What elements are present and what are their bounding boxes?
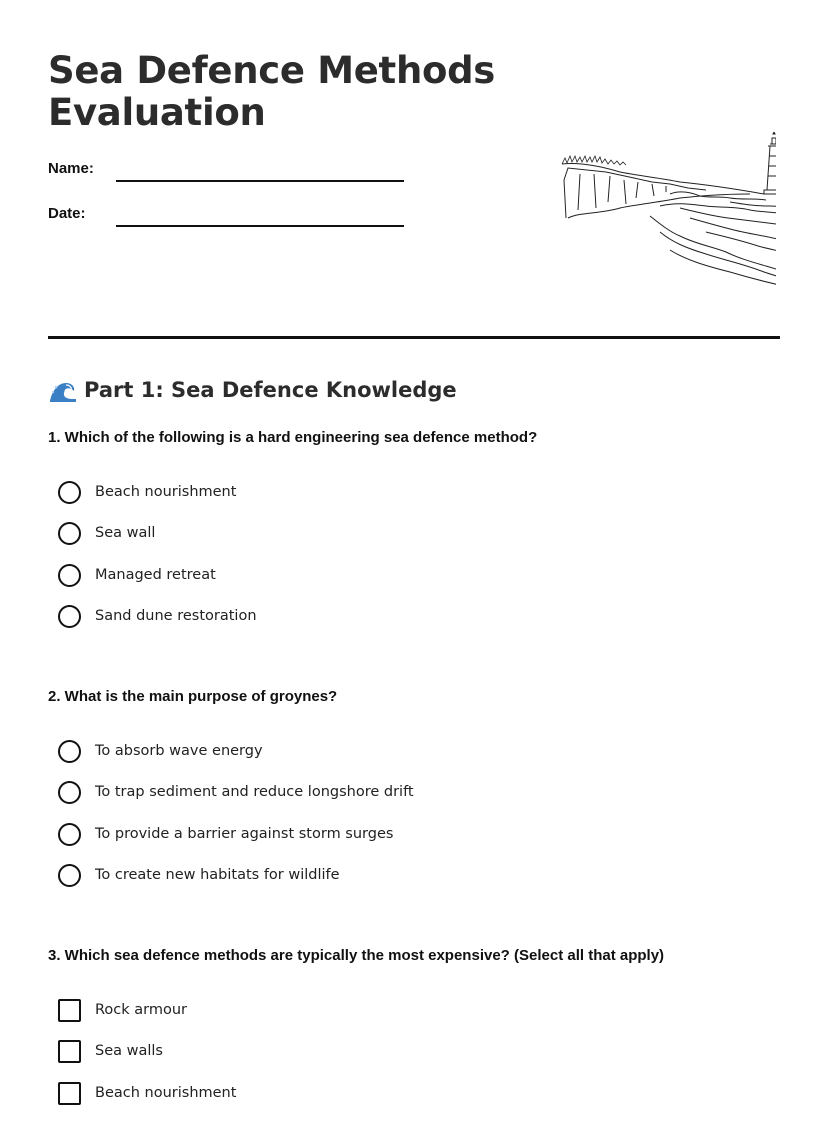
radio-button[interactable] bbox=[58, 481, 81, 504]
option-label: To absorb wave energy bbox=[95, 743, 263, 759]
option-label: To provide a barrier against storm surges bbox=[95, 825, 394, 842]
question-text: 3. Which sea defence methods are typically the most expensive? (Select all that apply) bbox=[48, 947, 665, 964]
option-list bbox=[58, 740, 758, 905]
radio-button[interactable] bbox=[58, 564, 81, 587]
title-line-2: Evaluation bbox=[48, 91, 266, 134]
option-wildlife-habitats[interactable] bbox=[58, 864, 758, 905]
radio-button[interactable] bbox=[58, 605, 81, 628]
option-sea-wall[interactable] bbox=[58, 522, 758, 563]
date-field-row bbox=[48, 203, 408, 233]
option-beach-nourishment[interactable] bbox=[58, 1082, 758, 1123]
option-sand-dune-restoration[interactable] bbox=[58, 605, 758, 646]
question-1 bbox=[48, 428, 780, 624]
radio-button[interactable] bbox=[58, 781, 81, 804]
wave-icon bbox=[48, 377, 78, 403]
option-storm-surge-barrier[interactable] bbox=[58, 823, 758, 864]
option-trap-sediment[interactable] bbox=[58, 781, 758, 822]
section-heading bbox=[48, 374, 457, 406]
option-absorb-wave-energy[interactable] bbox=[58, 740, 758, 781]
date-label: Date: bbox=[48, 205, 86, 222]
option-label: Rock armour bbox=[95, 1002, 188, 1018]
name-field[interactable] bbox=[116, 180, 404, 182]
option-beach-nourishment[interactable] bbox=[58, 481, 758, 522]
radio-button[interactable] bbox=[58, 823, 81, 846]
option-label: Sand dune restoration bbox=[95, 607, 257, 624]
question-2 bbox=[48, 687, 780, 883]
option-label: Beach nourishment bbox=[95, 484, 237, 500]
option-label: To trap sediment and reduce longshore drift bbox=[95, 784, 414, 801]
checkbox[interactable] bbox=[58, 1040, 81, 1063]
option-label: Sea walls bbox=[95, 1043, 163, 1060]
option-label: Sea wall bbox=[95, 525, 156, 542]
option-label: Managed retreat bbox=[95, 566, 216, 583]
question-text: 1. Which of the following is a hard engineering sea defence method? bbox=[48, 429, 538, 446]
question-text: 2. What is the main purpose of groynes? bbox=[48, 688, 338, 705]
option-label: To create new habitats for wildlife bbox=[95, 866, 340, 883]
coastline-lighthouse-illustration bbox=[510, 132, 776, 288]
date-field[interactable] bbox=[116, 225, 404, 227]
radio-button[interactable] bbox=[58, 864, 81, 887]
title-line-1: Sea Defence Methods bbox=[48, 49, 496, 92]
radio-button[interactable] bbox=[58, 740, 81, 763]
page-title bbox=[48, 50, 508, 134]
section-title: Part 1: Sea Defence Knowledge bbox=[84, 378, 457, 402]
checkbox[interactable] bbox=[58, 999, 81, 1022]
radio-button[interactable] bbox=[58, 522, 81, 545]
option-label: Beach nourishment bbox=[95, 1084, 237, 1101]
option-sea-walls[interactable] bbox=[58, 1040, 758, 1081]
checkbox[interactable] bbox=[58, 1082, 81, 1105]
lighthouse-icon bbox=[764, 132, 776, 194]
option-rock-armour[interactable] bbox=[58, 999, 758, 1040]
name-field-row bbox=[48, 158, 408, 188]
option-managed-retreat[interactable] bbox=[58, 564, 758, 605]
question-3 bbox=[48, 946, 780, 1101]
name-label: Name: bbox=[48, 160, 94, 177]
option-list bbox=[58, 999, 758, 1123]
option-list bbox=[58, 481, 758, 646]
section-divider bbox=[48, 336, 780, 339]
